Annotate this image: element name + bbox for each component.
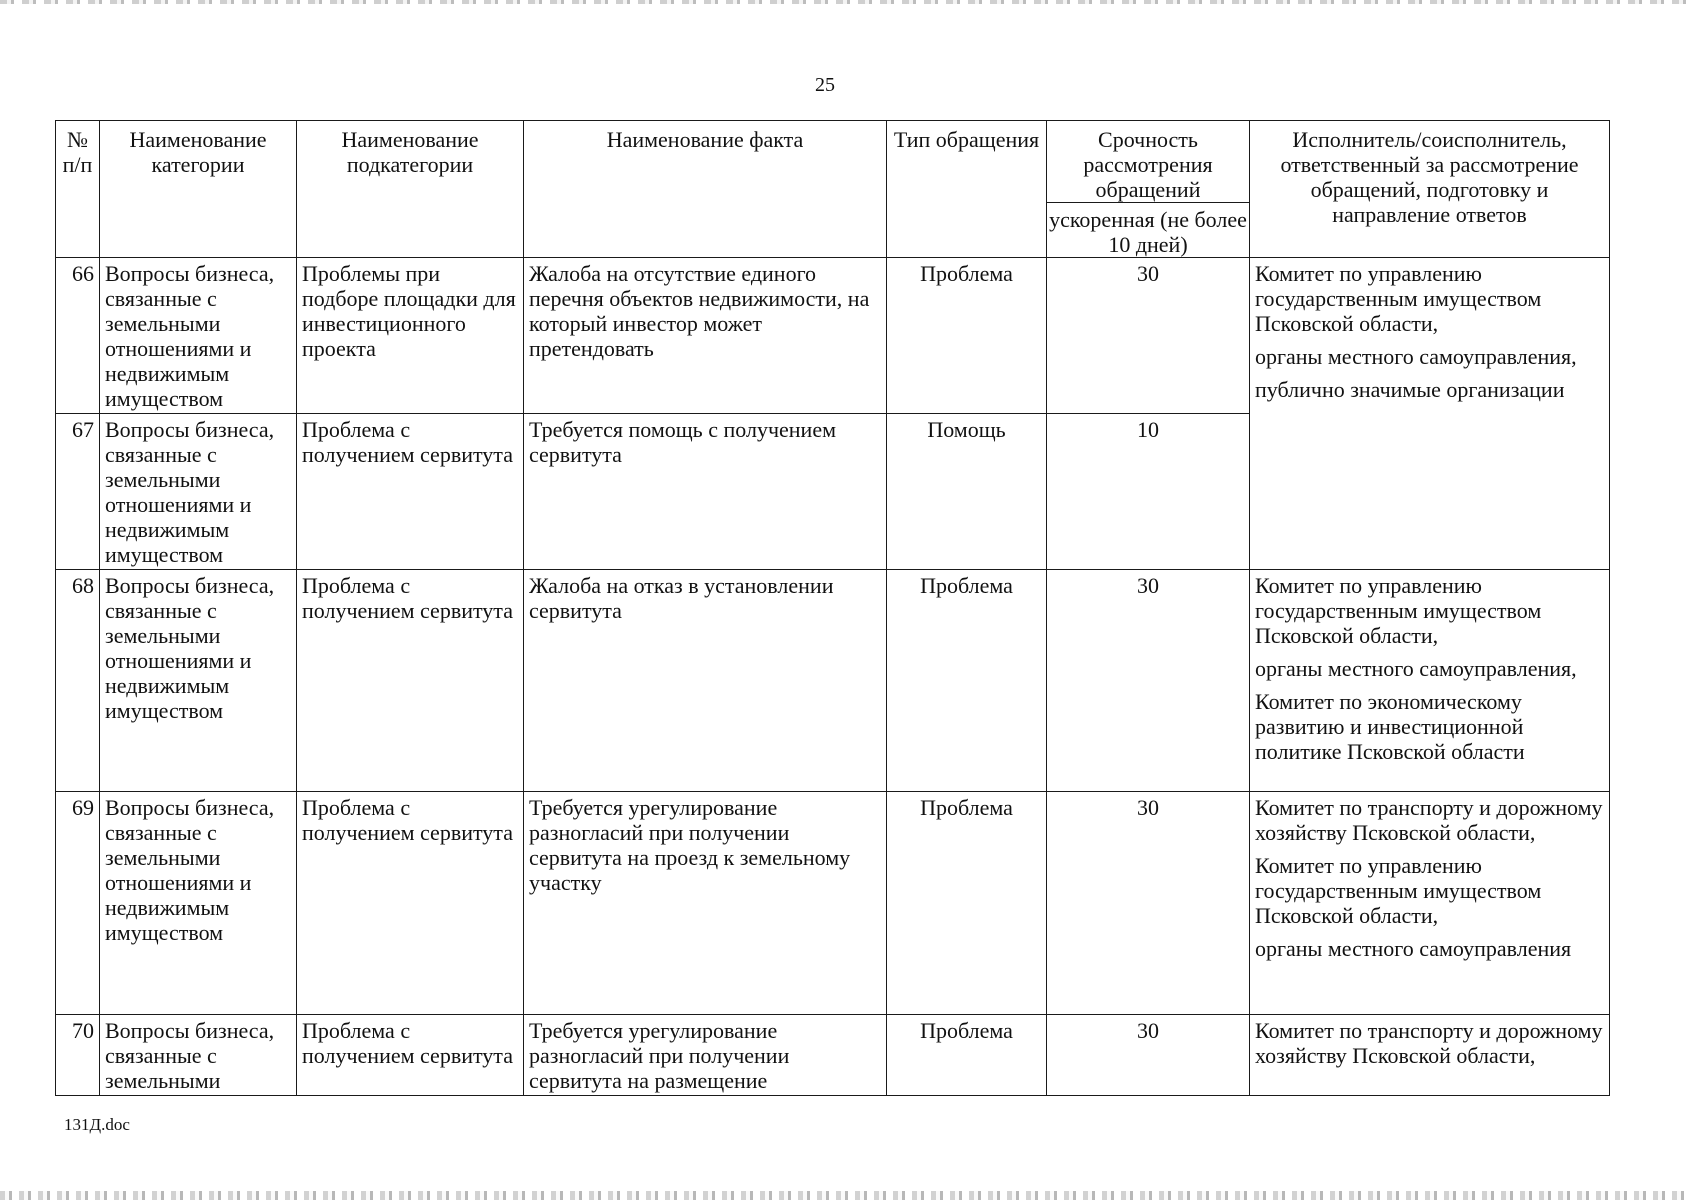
row-executor (1250, 258, 1610, 414)
header-category: Наименование категории (100, 121, 297, 258)
row-category: Вопросы бизнеса, связанные с земельными (100, 1015, 297, 1096)
row-type: Проблема (887, 569, 1047, 792)
table-row (56, 1015, 1610, 1096)
row-subcategory: Проблема с получением сервитута (297, 569, 524, 792)
executor-line: публично значимые организации (1255, 377, 1565, 402)
executor-line: Комитет по управлению государственным имуществом Псковской области, (1255, 853, 1542, 929)
row-days: 30 (1047, 258, 1250, 414)
header-num: № п/п (56, 121, 100, 258)
row-fact: Жалоба на отказ в установлении сервитута (524, 569, 887, 792)
header-executor: Исполнитель/соисполнитель, ответственный за рассмотрение обращений, подготовку и направление ответов (1250, 121, 1610, 258)
register-table (55, 120, 1610, 1096)
row-type: Помощь (887, 413, 1047, 569)
header-subcategory: Наименование подкатегории (297, 121, 524, 258)
row-subcategory: Проблема с получением сервитута (297, 413, 524, 569)
header-urgency-sub: ускоренная (не более 10 дней) (1047, 203, 1250, 258)
row-type: Проблема (887, 258, 1047, 414)
table-row (56, 413, 1610, 569)
page-number: 25 (815, 74, 835, 96)
executor-line: Комитет по транспорту и дорожному хозяйству Псковской области, (1255, 795, 1603, 846)
row-executor (1250, 792, 1610, 1015)
row-category: Вопросы бизнеса, связанные с земельными отношениями и недвижимым имуществом (100, 792, 297, 1015)
row-type: Проблема (887, 792, 1047, 1015)
executor-line: органы местного самоуправления, (1255, 655, 1577, 681)
executor-line: органы местного самоуправления, (1255, 344, 1577, 369)
row-executor (1250, 569, 1610, 792)
row-days: 10 (1047, 413, 1250, 569)
table-row (56, 258, 1610, 414)
header-type: Тип обращения (887, 121, 1047, 258)
row-num: 70 (56, 1015, 100, 1096)
row-executor (1250, 413, 1610, 569)
header-row (56, 121, 1610, 203)
row-category: Вопросы бизнеса, связанные с земельными отношениями и недвижимым имуществом (100, 413, 297, 569)
row-num: 67 (56, 413, 100, 569)
executor-line: Комитет по управлению государственным имуществом Псковской области, (1255, 261, 1542, 336)
header-urgency: Срочность рассмотрения обращений (1047, 121, 1250, 203)
executor-line: органы местного самоуправления (1255, 936, 1572, 962)
row-fact: Жалоба на отсутствие единого перечня объектов недвижимости, на который инвестор может претендовать (524, 258, 887, 414)
scan-edge-top (0, 0, 1686, 4)
header-fact: Наименование факта (524, 121, 887, 258)
row-type: Проблема (887, 1015, 1047, 1096)
table-row (56, 569, 1610, 792)
document-filename: 131Д.doc (64, 1115, 130, 1134)
row-num: 69 (56, 792, 100, 1015)
row-subcategory: Проблема с получением сервитута (297, 792, 524, 1015)
row-days: 30 (1047, 569, 1250, 792)
row-category: Вопросы бизнеса, связанные с земельными отношениями и недвижимым имуществом (100, 258, 297, 414)
row-category: Вопросы бизнеса, связанные с земельными отношениями и недвижимым имуществом (100, 569, 297, 792)
table-row (56, 792, 1610, 1015)
row-subcategory: Проблемы при подборе площадки для инвестиционного проекта (297, 258, 524, 414)
row-days: 30 (1047, 1015, 1250, 1096)
executor-line: Комитет по управлению государственным имуществом Псковской области, (1255, 572, 1542, 648)
executor-line: Комитет по экономическому развитию и инвестиционной политике Псковской области (1255, 688, 1525, 764)
row-subcategory: Проблема с получением сервитута (297, 1015, 524, 1096)
row-days: 30 (1047, 792, 1250, 1015)
executor-line: Комитет по транспорту и дорожному хозяйству Псковской области, (1255, 1018, 1603, 1069)
row-fact: Требуется помощь с получением сервитута (524, 413, 887, 569)
row-num: 66 (56, 258, 100, 414)
row-fact: Требуется урегулирование разногласий при получении сервитута на проезд к земельному участку (524, 792, 887, 1015)
row-executor (1250, 1015, 1610, 1096)
row-num: 68 (56, 569, 100, 792)
row-fact: Требуется урегулирование разногласий при получении сервитута на размещение (524, 1015, 887, 1096)
scan-edge-bottom (0, 1191, 1686, 1200)
